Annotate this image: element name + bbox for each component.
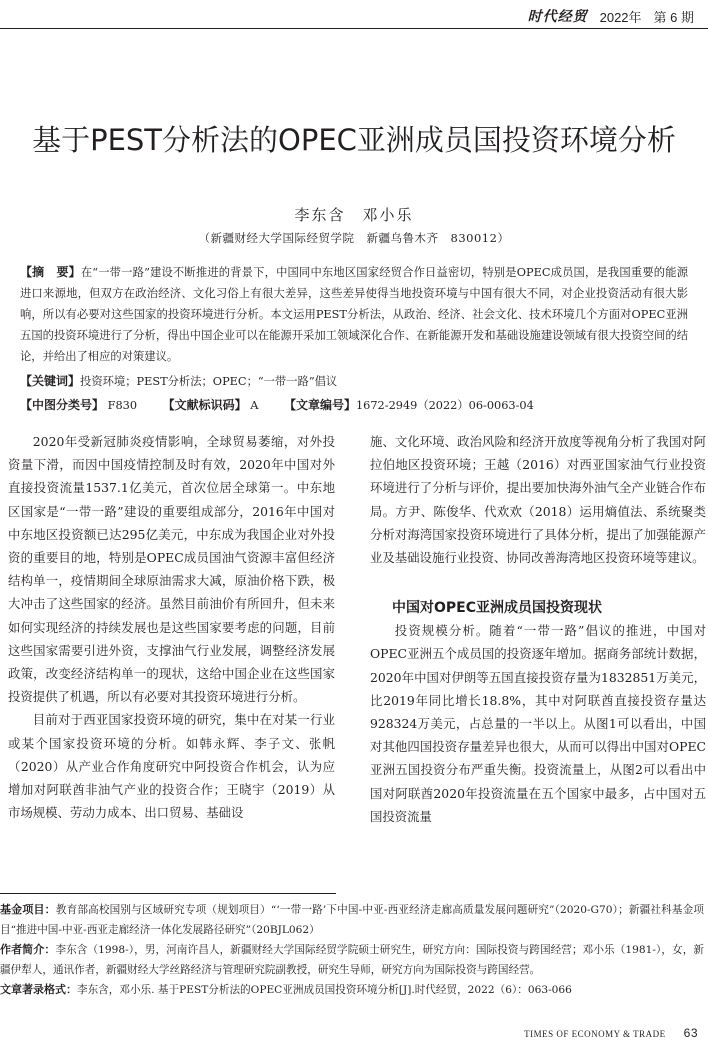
body-paragraph: 2020年受新冠肺炎疫情影响，全球贸易萎缩，对外投资量下滑，而因中国疫情控制及时有效，2020年中国对外直接投资流量1537.1亿美元，首次位居全球第一。中东地区国家是“一带一路”建设的重要组成部分，2016年中国对中东地区投资额已达295亿美元，中东成为我国企业对外投资的重要目的地，特别是OPEC成员国油气资源丰富但经济结构单一，疫情期间全球原油需求大减，原油价格下跌，极大冲击了这些国家的经济。虽然目前油价有所回升，但未来如何实现经济的持续发展也是这些国家要考虑的问题，目前这些国家需要引进外资，支撑油气行业发展，调整经济发展政策，改变经济结构单一的现状，这给中国企业在这些国家投资提供了机遇，所以有必要对其投资环境进行分析。	[8, 434, 335, 705]
abstract	[20, 262, 688, 367]
journal-english-name: TIMES OF ECONOMY & TRADE	[524, 1029, 666, 1039]
abstract-text: 在“一带一路”建设不断推进的背景下，中国同中东地区国家经贸合作日益密切，特别是OPEC成员国，是我国重要的能源进口来源地，但双方在政治经济、文化习俗上有很大差异，这些差异使得当地投资环境与中国有很大不同，对企业投资活动有很大影响，所以有必要对这些国家的投资环境进行分析。本文运用PEST分析法，从政治、经济、社会文化、技术环境几个方面对OPEC亚洲五国的投资环境进行了分析，得出中国企业可以在能源开采加工领域深化合作、在新能源开发和基础设施建设领域有很大投资空间的结论，并给出了相应的对策建议。	[20, 266, 688, 363]
footnote-rule	[0, 893, 336, 894]
article-authors: 李东含 邓小乐	[294, 206, 414, 224]
article-number-label: 【文章编号】	[283, 398, 356, 412]
author-bio-label: 作者简介：	[0, 943, 56, 956]
citation-text: 李东含，邓小乐. 基于PEST分析法的OPEC亚洲成员国投资环境分析[J].时代经贸，2022（6）：063-066	[77, 984, 572, 996]
abstract-label: 【摘 要】	[20, 265, 81, 279]
section-heading: 中国对OPEC亚洲成员国投资现状	[392, 600, 602, 617]
article-title: 基于PEST分析法的OPEC亚洲成员国投资环境分析	[32, 123, 676, 157]
clc-label: 【中图分类号】	[20, 398, 105, 412]
header-year: 2022年	[599, 9, 642, 25]
article-number-value: 1672-2949（2022）06-0063-04	[356, 399, 534, 412]
header-issue: 第 6 期	[653, 9, 694, 25]
body-paragraph: 投资规模分析。随着“一带一路”倡议的推进，中国对OPEC亚洲五个成员国的投资逐年增加。据商务部统计数据，2020年中国对伊朗等五国直接投资存量为1832851万美元，比2019年同比增长18.8%，其中对阿联酋直接投资存量达928324万美元，占总量的一半以上。从图1可以看出，中国对其他四国投资存量差异也很大，从而可以得出中国对OPEC亚洲五国投资分布严重失衡。投资流量上，从图2可以看出中国对阿联酋2020年投资流量在五个国家中最多，占中国对五国投资流量	[370, 623, 706, 824]
keywords-label: 【关键词】	[20, 374, 81, 388]
citation-label: 文章著录格式：	[0, 983, 77, 996]
body-right-column	[370, 430, 706, 828]
author-bio-text: 李东含（1998-），男，河南许昌人，新疆财经大学国际经贸学院硕士研究生，研究方向：国际投资与跨国经营；邓小乐（1981-），女，新疆伊犁人，通讯作者，新疆财经大学丝路经济与管理研究院副教授，研究生导师，研究方向为国际投资与跨国经营。	[0, 944, 705, 976]
header-rule	[0, 28, 708, 29]
keywords-text: 投资环境；PEST分析法；OPEC；“一带一路”倡议	[80, 375, 338, 388]
page-number: 63	[683, 1026, 698, 1040]
fund-text: 教育部高校国别与区域研究专项（规划项目）“‘一带一路’下中国-中亚-西亚经济走廊高质量发展问题研究”（2020-G70）；新疆社科基金项目“推进中国-中亚-西亚走廊经济一体化发展路径研究”（20BJL062）	[0, 904, 704, 936]
classification-line	[20, 396, 688, 413]
body-left-column	[8, 430, 335, 824]
fund-label: 基金项目：	[0, 903, 56, 916]
doc-code-label: 【文献标识码】	[162, 398, 247, 412]
clc-value: F830	[107, 399, 138, 412]
page-footer	[524, 1026, 698, 1040]
journal-name: 时代经贸	[527, 9, 588, 25]
author-affiliation: （新疆财经大学国际经贸学院 新疆乌鲁木齐 830012）	[198, 231, 510, 245]
body-paragraph: 目前对于西亚国家投资环境的研究，集中在对某一行业或某个国家投资环境的分析。如韩永辉、李子文、张帆（2020）从产业合作角度研究中阿投资合作机会，认为应增加对阿联酋非油气产业的投资合作；王晓宇（2019）从市场规模、劳动力成本、出口贸易、基础设	[8, 712, 335, 821]
body-paragraph: 施、文化环境、政治风险和经济开放度等视角分析了我国对阿拉伯地区投资环境；王越（2016）对西亚国家油气行业投资环境进行了分析与评价，提出要加快海外油气全产业链合作布局。方尹、陈俊华、代欢欢（2018）运用熵值法、系统聚类分析对海湾国家投资环境进行了具体分析，提出了加强能源产业及基础设施行业投资、协同改善海湾地区投资环境等建议。	[370, 434, 706, 566]
doc-code-value: A	[250, 399, 259, 412]
running-header	[528, 6, 694, 26]
keywords	[20, 372, 688, 389]
footnotes	[0, 900, 704, 1000]
